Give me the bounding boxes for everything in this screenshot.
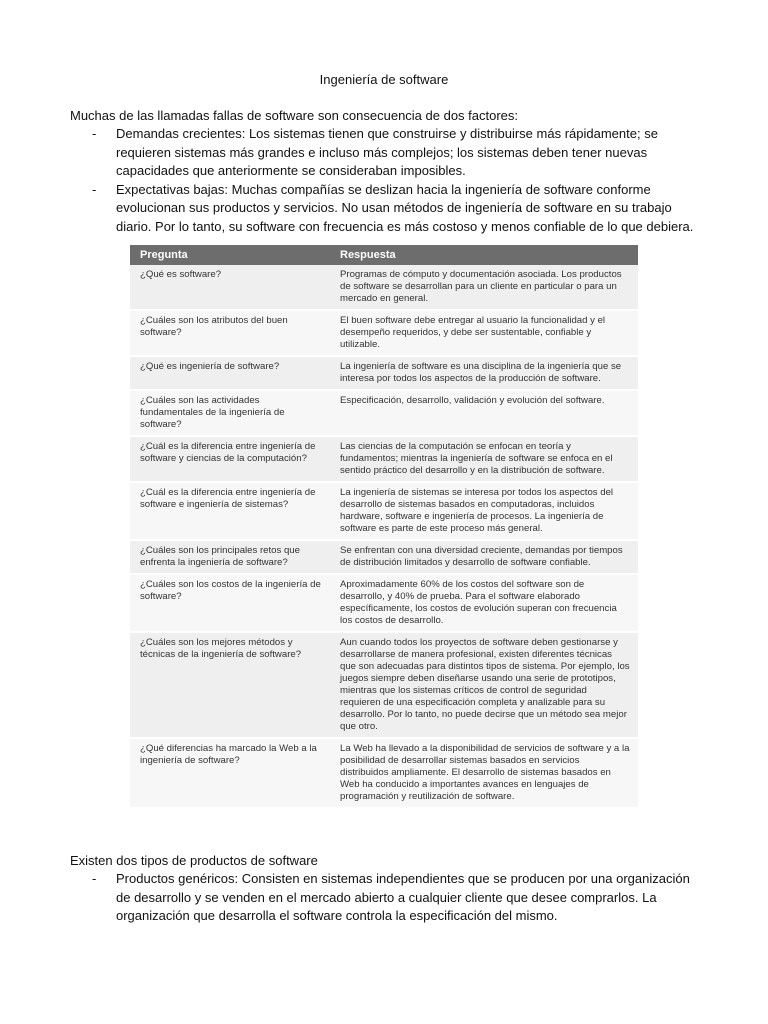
question-cell: ¿Cuál es la diferencia entre ingeniería de software y ciencias de la computación? [140, 441, 316, 464]
bullet-dash: - [92, 181, 97, 197]
table-header [130, 245, 638, 265]
question-cell: ¿Cuáles son las actividades fundamentales de la ingeniería de software? [140, 395, 285, 430]
product-text: Productos genéricos: Consisten en sistemas independientes que se producen por una organización de desarrollo y se venden en el mercado abierto a cualquier cliente que desee comprarlos. La organización que desarrolla el software controla la especificación del mismo. [116, 871, 690, 923]
list-item [92, 870, 704, 926]
question-cell: ¿Cuál es la diferencia entre ingeniería de software e ingeniería de sistemas? [140, 487, 316, 510]
list-item [92, 181, 704, 237]
factor-text: Expectativas bajas: Muchas compañías se deslizan hacia la ingeniería de software conforme evolucionan sus productos y servicios. No usan métodos de ingeniería de software en su trabajo diario. Por lo tanto, su software con frecuencia es más costoso y menos confiable de lo que debiera. [116, 181, 694, 234]
table-row [130, 265, 638, 311]
products-list [92, 870, 704, 926]
question-cell: ¿Qué es ingeniería de software? [140, 361, 280, 372]
header-answer: Respuesta [340, 249, 396, 261]
answer-cell: Programas de cómputo y documentación asociada. Los productos de software se desarrollan para un cliente en particular o para un mercado en general. [340, 269, 622, 304]
answer-cell: La ingeniería de sistemas se interesa por todos los aspectos del desarrollo de sistemas basados en computadoras, incluidos hardware, software e ingeniería de procesos. La ingeniería de software es parte de este proceso más general. [340, 487, 614, 534]
table-row [130, 483, 638, 541]
intro-paragraph: Muchas de las llamadas fallas de software son consecuencia de dos factores: [70, 108, 519, 123]
question-cell: ¿Cuáles son los atributos del buen software? [140, 315, 288, 338]
factor-text: Demandas crecientes: Los sistemas tienen que construirse y distribuirse más rápidamente; se requieren sistemas más grandes e incluso más complejos; los sistemas deben tener nuevas capacidades que anteriormente se consideraban imposibles. [116, 126, 658, 178]
table-row [130, 311, 638, 357]
answer-cell: La Web ha llevado a la disponibilidad de servicios de software y a la posibilidad de desarrollar sistemas basados en servicios distribuidos ampliamente. El desarrollo de sistemas basados en Web ha conducido a importantes avances en lenguajes de programación y reutilización de software. [340, 743, 630, 802]
answer-cell: Especificación, desarrollo, validación y evolución del software. [340, 395, 605, 406]
question-cell: ¿Cuáles son los costos de la ingeniería de software? [140, 579, 321, 602]
bullet-dash: - [92, 871, 97, 886]
bullet-dash: - [92, 126, 97, 141]
question-cell: ¿Cuáles son los mejores métodos y técnicas de la ingeniería de software? [140, 637, 302, 660]
products-intro: Existen dos tipos de productos de software [70, 853, 318, 868]
answer-cell: Aproximadamente 60% de los costos del software son de desarrollo, y 40% de prueba. Para el software elaborado específicamente, los costos de evolución superan con frecuencia los costos de desarrollo. [340, 579, 617, 626]
faq-table [130, 245, 638, 809]
table-row [130, 391, 638, 437]
answer-cell: La ingeniería de software es una disciplina de la ingeniería que se interesa por todos los aspectos de la producción de software. [340, 361, 622, 384]
table-row [130, 575, 638, 633]
factors-list [92, 125, 704, 236]
table-row [130, 437, 638, 483]
page-title: Ingeniería de software [319, 72, 449, 87]
answer-cell: El buen software debe entregar al usuario la funcionalidad y el desempeño requeridos, y debe ser sustentable, confiable y utilizable. [340, 315, 606, 350]
table-row [130, 633, 638, 739]
question-cell: ¿Qué es software? [140, 269, 222, 280]
table-row [130, 739, 638, 809]
table-row [130, 357, 638, 391]
question-cell: ¿Cuáles son los principales retos que enfrenta la ingeniería de software? [140, 545, 300, 568]
table-row [130, 541, 638, 575]
question-cell: ¿Qué diferencias ha marcado la Web a la ingeniería de software? [140, 743, 317, 766]
answer-cell: Las ciencias de la computación se enfocan en teoría y fundamentos; mientras la ingeniería de software se enfoca en el sentido práctico del desarrollo y en la distribución de software. [340, 441, 613, 476]
answer-cell: Aun cuando todos los proyectos de software deben gestionarse y desarrollarse de manera profesional, existen diferentes técnicas que son adecuadas para distintos tipos de sistema. Por ejemplo, los juegos siempre deben diseñarse usando una serie de prototipos, mientras que los sistemas críticos de control de seguridad requieren de una especificación completa y analizable para su desarrollo. Por lo tanto, no puede decirse que un método sea mejor que otro. [340, 637, 630, 732]
list-item [92, 125, 704, 181]
header-question: Pregunta [140, 249, 188, 261]
answer-cell: Se enfrentan con una diversidad creciente, demandas por tiempos de distribución limitados y desarrollo de software confiable. [340, 545, 623, 568]
